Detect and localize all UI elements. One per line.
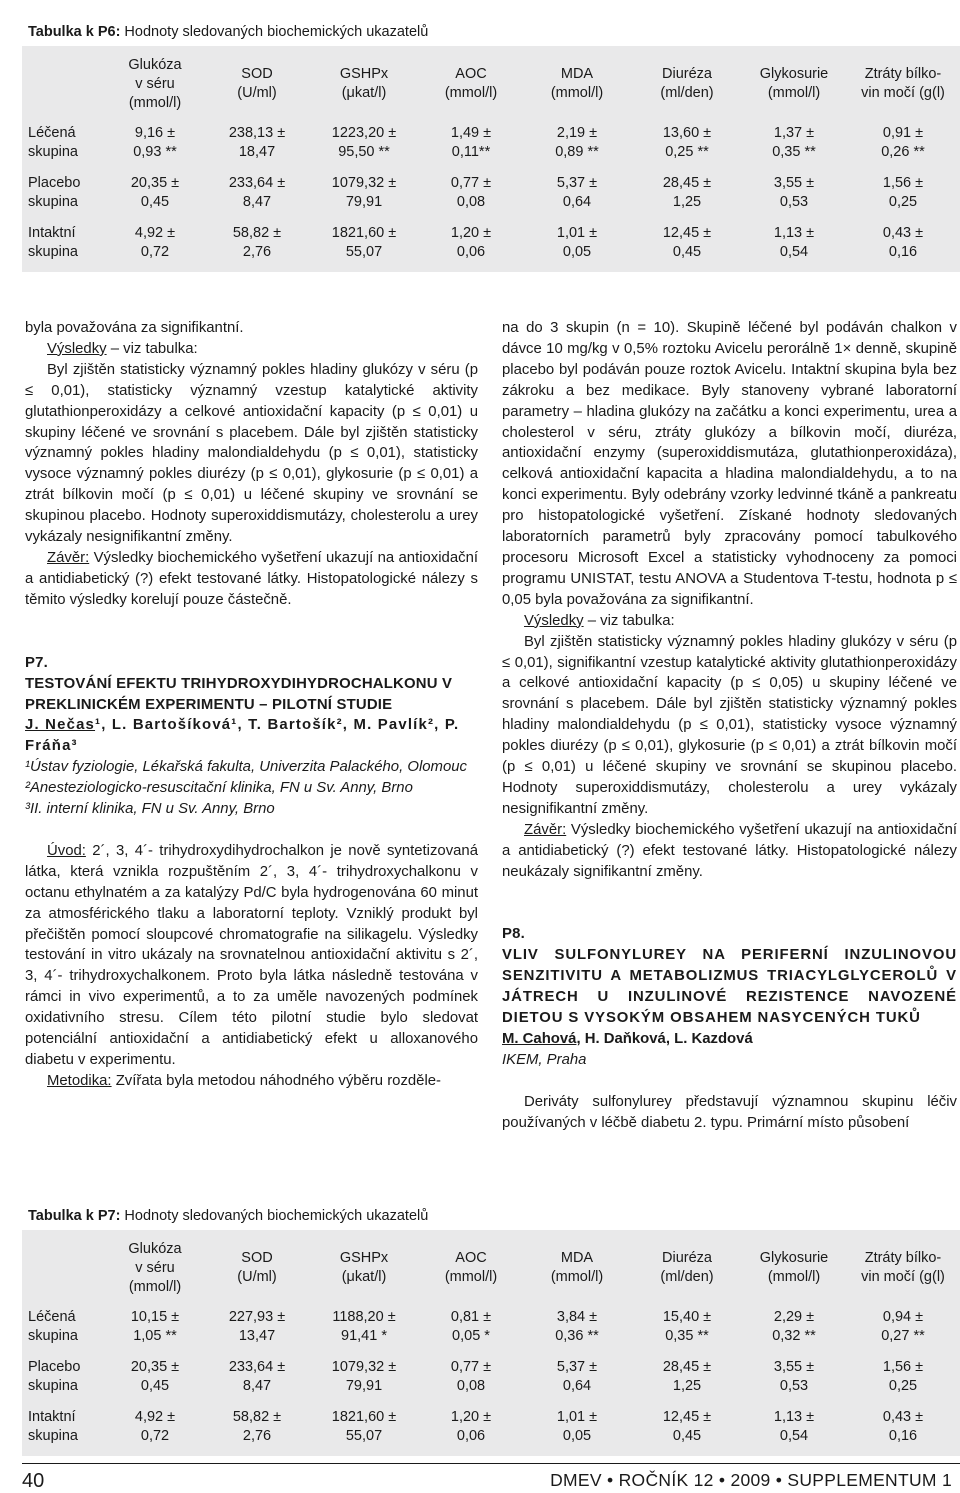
table-cell: 20,35 ± 0,45 xyxy=(130,1359,180,1394)
table-row xyxy=(22,1352,960,1402)
abstract-number: P8. xyxy=(502,926,525,943)
table-row xyxy=(22,118,960,168)
results-heading: Výsledky – viz tabulka: xyxy=(47,340,198,357)
header-cell: Diuréza (ml/den) xyxy=(660,66,714,101)
table-cell: 1,49 ± 0,11** xyxy=(450,125,492,160)
affiliation: IKEM, Praha xyxy=(502,1051,587,1068)
methods-paragraph: Metodika: Zvířata byla metodou náhodného výběru rozděle- xyxy=(47,1072,442,1089)
row-label: Intaktní skupina xyxy=(28,225,78,260)
header-cell xyxy=(22,46,104,118)
table-cell: 1079,32 ± 79,91 xyxy=(331,175,397,210)
table-cell: 1223,20 ± 95,50 ** xyxy=(331,125,397,160)
abstract-title: VLIV SULFONYLUREY NA PERIFERNÍ INZULINOVOU SENZITIVITU A METABOLIZMUS TRIACYLGLYCEROLŮ V JÁTRECH U INZULINOVÉ REZISTENCE NAVOZENÉ DIETOU S VYSOKÝM OBSAHEM NASYCENÝCH TUKŮ xyxy=(502,947,957,1027)
table-cell: 1,20 ± 0,06 xyxy=(450,225,492,260)
authors: M. Cahová, H. Daňková, L. Kazdová xyxy=(502,1031,753,1047)
header-cell: AOC (mmol/l) xyxy=(444,66,498,101)
table-cell: 3,55 ± 0,53 xyxy=(773,175,815,210)
table-cell: 58,82 ± 2,76 xyxy=(232,1409,282,1444)
paragraph: byla považována za signifikantní. xyxy=(25,320,244,336)
table-cell: 0,91 ± 0,26 ** xyxy=(881,125,925,160)
table-cell: 58,82 ± 2,76 xyxy=(232,225,282,260)
table-cell: 10,15 ± 1,05 ** xyxy=(130,1309,180,1344)
journal-footer: DMEV • ROČNÍK 12 • 2009 • SUPPLEMENTUM 1 xyxy=(550,1470,952,1490)
conclusion-paragraph: Závěr: Výsledky biochemického vyšetření ukazují na antioxidační a antidiabetický (?) efekt testované látky. Histopatologické nálezy neukázaly signifikantní změny. xyxy=(502,821,957,880)
paragraph: Byl zjištěn statisticky významný pokles hladiny glukózy v séru (p ≤ 0,01), signifikantní vzestup katalytické aktivity glutathionperoxidázy a celkové antioxidační kapacity (p ≤ 0,05) u skupiny léčené ve srovnání s placebem. Dále byl zjištěn statisticky významný pokles hladiny malondialdehydu (p ≤ 0,01), statisticky vysoce významný pokles diurézy (p ≤ 0,01), glykosurie (p ≤ 0,01) a ztrát bílkovin močí (p ≤ 0,01) u léčené skupiny ve srovnání se skupinou placebo. Hodnoty superoxiddismutázy, cholesterolu a urey vykázaly nesignifikantní změny. xyxy=(502,633,957,817)
table-cell: 1,01 ± 0,05 xyxy=(556,225,598,260)
header-cell: GSHPx (μkat/l) xyxy=(339,1250,389,1285)
table-row xyxy=(22,218,960,268)
table-cell: 1821,60 ± 55,07 xyxy=(331,225,397,260)
header-cell xyxy=(22,1230,104,1302)
table-cell: 233,64 ± 8,47 xyxy=(228,175,286,210)
table-cell: 3,84 ± 0,36 ** xyxy=(555,1309,599,1344)
table-cell: 5,37 ± 0,64 xyxy=(556,175,598,210)
page-number: 40 xyxy=(22,1470,45,1492)
header-cell: Glykosurie (mmol/l) xyxy=(759,1250,829,1285)
table-cell: 1,37 ± 0,35 ** xyxy=(772,125,816,160)
authors: J. Nečas¹, L. Bartošíková¹, T. Bartošík², M. Pavlík², P. Fráňa³ xyxy=(25,717,460,755)
table-cell: 28,45 ± 1,25 xyxy=(662,175,712,210)
header-cell: Glukóza v séru (mmol/l) xyxy=(128,1240,182,1295)
table-cell: 28,45 ± 1,25 xyxy=(662,1359,712,1394)
table-p6 xyxy=(22,18,960,272)
table-cell: 13,60 ± 0,25 ** xyxy=(662,125,712,160)
abstract-number: P7. xyxy=(25,654,48,671)
header-cell: AOC (mmol/l) xyxy=(444,1250,498,1285)
table-cell: 0,94 ± 0,27 ** xyxy=(881,1309,925,1344)
table-cell: 1821,60 ± 55,07 xyxy=(331,1409,397,1444)
affiliation: ¹Ústav fyziologie, Lékařská fakulta, Univerzita Palackého, Olomouc xyxy=(25,759,467,776)
row-label: Placebo skupina xyxy=(28,1359,81,1394)
row-label: Léčená skupina xyxy=(28,125,78,160)
table-cell: 12,45 ± 0,45 xyxy=(662,1409,712,1444)
header-cell: Glykosurie (mmol/l) xyxy=(759,66,829,101)
table-cell: 233,64 ± 8,47 xyxy=(228,1359,286,1394)
table-cell: 0,43 ± 0,16 xyxy=(882,1409,924,1444)
affiliation: ³II. interní klinika, FN u Sv. Anny, Brno xyxy=(25,801,275,818)
table-cell: 15,40 ± 0,35 ** xyxy=(662,1309,712,1344)
table-cell: 4,92 ± 0,72 xyxy=(134,1409,176,1444)
affiliation: ²Anesteziologicko-resuscitační klinika, FN u Sv. Anny, Brno xyxy=(25,780,413,797)
results-heading: Výsledky – viz tabulka: xyxy=(524,612,675,629)
header-cell: Diuréza (ml/den) xyxy=(660,1250,714,1285)
header-cell: Ztráty bílko- vin močí (g(l) xyxy=(861,1250,945,1285)
table-cell: 1,56 ± 0,25 xyxy=(882,1359,924,1394)
table-cell: 0,43 ± 0,16 xyxy=(882,225,924,260)
table-cell: 1079,32 ± 79,91 xyxy=(331,1359,397,1394)
table-cell: 20,35 ± 0,45 xyxy=(130,175,180,210)
conclusion-paragraph: Závěr: Výsledky biochemického vyšetření ukazují na antioxidační a antidiabetický (?) efekt testované látky. Histopatologické nálezy s těmito výsledky korelují pouze částečně. xyxy=(25,549,478,608)
table-cell: 1,56 ± 0,25 xyxy=(882,175,924,210)
table-p7 xyxy=(22,1202,960,1456)
row-label: Léčená skupina xyxy=(28,1309,78,1344)
table-cell: 238,13 ± 18,47 xyxy=(228,125,286,160)
row-label: Placebo skupina xyxy=(28,175,81,210)
data-table xyxy=(22,46,960,268)
header-cell: SOD (U/ml) xyxy=(237,66,277,101)
table-cell: 0,77 ± 0,08 xyxy=(450,1359,492,1394)
table-cell: 227,93 ± 13,47 xyxy=(228,1309,286,1344)
table-caption: Tabulka k P6: Hodnoty sledovaných biochemických ukazatelů xyxy=(22,18,960,46)
header-cell: Ztráty bílko- vin močí (g(l) xyxy=(861,66,945,101)
header-cell: SOD (U/ml) xyxy=(237,1250,277,1285)
intro-paragraph: Úvod: 2´, 3, 4´- trihydroxydihydrochalkon je nově syntetizovaná látka, která vznikla rozpuštěním 2´, 3, 4´- trihydroxychalkonu v octanu ethylnatém a za katalýzy Pd/C byla hydrogenována 60 minut za atmosférického tlaku a laboratorní teploty. Vzniklý produkt byl přečištěn pomocí sloupcové chromatografie na silikagelu. Výsledky testování in vitro ukázaly na srovnatelnou antioxidační aktivitu s 2´, 3, 4´- trihydroxychalkonem. Proto byla látka následně testována v rámci in vivo experimentů, a to za uměle navozených podmínek oxidativního stresu. Cílem této pilotní studie bylo sledovat potenciální antioxidační a antidiabetický efekt u alloxanového diabetu v experimentu. xyxy=(25,842,478,1068)
paragraph: Deriváty sulfonylurey představují významnou skupinu léčiv používaných v léčbě diabetu 2. typu. Primární místo působení xyxy=(502,1093,957,1131)
table-cell: 1,13 ± 0,54 xyxy=(773,225,815,260)
paragraph: na do 3 skupin (n = 10). Skupině léčené byl podáván chalkon v dávce 10 mg/kg v 0,5% roztoku Avicelu perorálně 1× denně, skupině placebo byl podáván pouze roztok Avicelu. Intaktní skupina byla bez zákroku a bez medikace. Byly stanoveny vybrané laboratorní parametry – hladina glukózy na začátku a konci experimentu, urea a cholesterol v séru, ztráty glukózy a bílkovin močí, diuréza, antioxidační enzymy (superoxiddismutáza, glutathionperoxidáza), celková antioxidační kapacita a hladina malondialdehydu, a to na konci experimentu. Byly odebrány vzorky ledvinné tkáně a pankreatu pro histopatologické vyšetření. Získané hodnoty sledovaných laboratorních parametrů byly zpracovány pomocí tabulkového procesoru Microsoft Excel a statisticky vyhodnoceny za pomoci programu UNISTAT, testu ANOVA a Studentova T-testu, hodnota p ≤ 0,05 byla považována za signifikantní. xyxy=(502,320,957,608)
table-cell: 4,92 ± 0,72 xyxy=(134,225,176,260)
table-row xyxy=(22,168,960,218)
header-cell: Glukóza v séru (mmol/l) xyxy=(128,56,182,111)
abstract-title: TESTOVÁNÍ EFEKTU TRIHYDROXYDIHYDROCHALKONU V PREKLINICKÉM EXPERIMENTU – PILOTNÍ STUDIE xyxy=(25,675,453,713)
table-row xyxy=(22,1302,960,1352)
header-cell: MDA (mmol/l) xyxy=(550,66,604,101)
table-cell: 1,01 ± 0,05 xyxy=(556,1409,598,1444)
table-cell: 0,81 ± 0,05 * xyxy=(450,1309,492,1344)
table-cell: 1,13 ± 0,54 xyxy=(773,1409,815,1444)
footer-divider xyxy=(22,1463,960,1464)
table-cell: 2,29 ± 0,32 ** xyxy=(772,1309,816,1344)
row-label: Intaktní skupina xyxy=(28,1409,78,1444)
table-caption: Tabulka k P7: Hodnoty sledovaných biochemických ukazatelů xyxy=(22,1202,960,1230)
paragraph: Byl zjištěn statisticky významný pokles hladiny glukózy v séru (p ≤ 0,01), statisticky významný vzestup katalytické aktivity glutathionperoxidázy a celkové antioxidační kapacity (p ≤ 0,01) u skupiny léčené ve srovnání s placebem. Dále byl zjištěn statisticky významný pokles hladiny malondialdehydu (p ≤ 0,01), statisticky vysoce významný pokles diurézy (p ≤ 0,01), glykosurie (p ≤ 0,01) a ztrát bílkovin močí (p ≤ 0,01) u léčené skupiny ve srovnání se skupinou placebo. Hodnoty superoxiddismutázy, cholesterolu a urey vykázaly nesignifikantní změny. xyxy=(25,361,478,546)
header-cell: MDA (mmol/l) xyxy=(550,1250,604,1285)
table-row xyxy=(22,1402,960,1452)
left-column xyxy=(25,318,478,1092)
table-cell: 0,77 ± 0,08 xyxy=(450,175,492,210)
data-table xyxy=(22,1230,960,1452)
table-cell: 5,37 ± 0,64 xyxy=(556,1359,598,1394)
table-cell: 2,19 ± 0,89 ** xyxy=(555,125,599,160)
right-column xyxy=(502,318,957,1134)
table-cell: 1,20 ± 0,06 xyxy=(450,1409,492,1444)
table-cell: 9,16 ± 0,93 ** xyxy=(133,125,177,160)
table-cell: 1188,20 ± 91,41 * xyxy=(332,1309,396,1344)
table-cell: 3,55 ± 0,53 xyxy=(773,1359,815,1394)
table-cell: 12,45 ± 0,45 xyxy=(662,225,712,260)
header-cell: GSHPx (μkat/l) xyxy=(339,66,389,101)
